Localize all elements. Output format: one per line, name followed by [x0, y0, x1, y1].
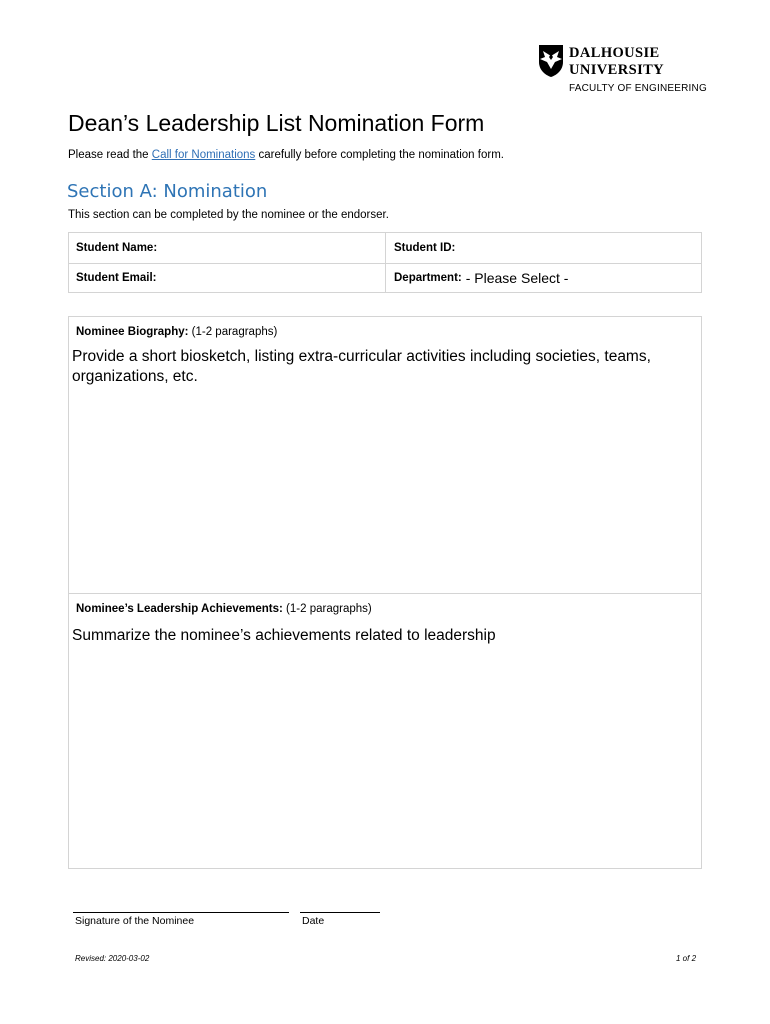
nomination-text-box: [68, 316, 702, 869]
box-divider: [69, 593, 701, 594]
student-name-field[interactable]: [69, 233, 385, 263]
intro-text: [68, 147, 504, 163]
achievements-label: [76, 601, 372, 617]
page-title: Dean’s Leadership List Nomination Form: [68, 110, 485, 136]
intro-after: carefully before completing the nomination form.: [255, 149, 504, 161]
intro-before: Please read the: [68, 149, 152, 161]
signature-line[interactable]: [73, 912, 289, 913]
dalhousie-shield-icon: [538, 44, 564, 78]
section-a-heading: Section A: Nomination: [67, 181, 268, 202]
achievements-label-bold: Nominee’s Leadership Achievements:: [76, 603, 283, 615]
revised-date: Revised: 2020-03-02: [75, 954, 150, 963]
student-info-table: [68, 232, 702, 293]
page-number: 1 of 2: [676, 954, 697, 963]
student-id-field[interactable]: [385, 233, 701, 263]
department-field: [385, 263, 701, 292]
student-email-label: Student Email:: [76, 272, 157, 284]
student-email-field[interactable]: [69, 263, 385, 292]
biography-label: [76, 324, 277, 340]
signature-label: Signature of the Nominee: [75, 915, 195, 927]
student-id-label: Student ID:: [394, 242, 456, 254]
logo-text-university: UNIVERSITY: [569, 62, 665, 78]
department-select[interactable]: - Please Select -: [465, 270, 569, 286]
biography-textarea[interactable]: Provide a short biosketch, listing extra-curricular activities including societies, teams, organizations, etc.: [72, 348, 651, 385]
logo-text-faculty: FACULTY OF ENGINEERING: [569, 83, 707, 94]
date-line[interactable]: [300, 912, 380, 913]
achievements-hint: (1-2 paragraphs): [282, 603, 372, 615]
logo-text-dalhousie: DALHOUSIE: [569, 45, 660, 61]
biography-label-bold: Nominee Biography:: [76, 326, 189, 338]
department-label: Department:: [394, 272, 462, 284]
section-a-description: This section can be completed by the nominee or the endorser.: [68, 209, 389, 221]
achievements-textarea[interactable]: Summarize the nominee’s achievements related to leadership: [72, 627, 496, 644]
student-name-label: Student Name:: [76, 242, 158, 254]
biography-hint: (1-2 paragraphs): [188, 326, 278, 338]
call-for-nominations-link[interactable]: Call for Nominations: [151, 149, 256, 161]
date-label: Date: [302, 915, 325, 927]
